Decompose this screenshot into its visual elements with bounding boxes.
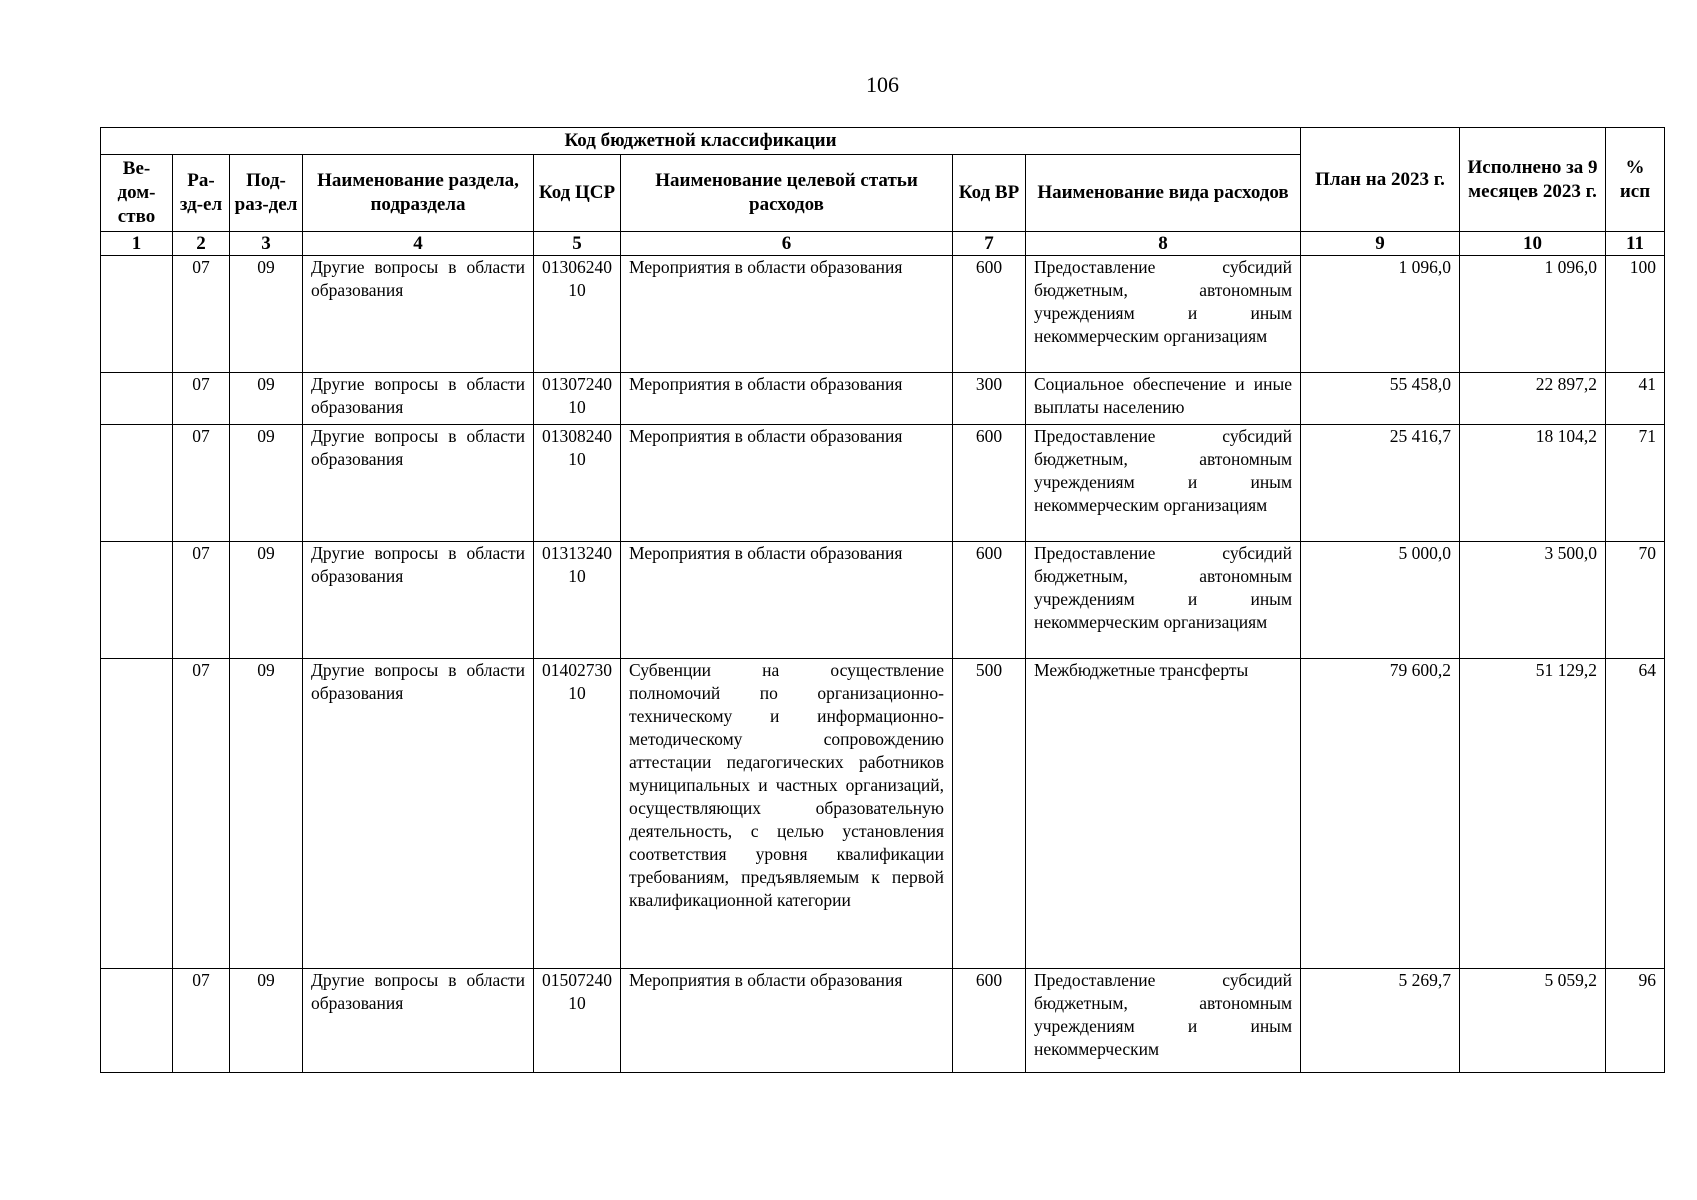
table-row [101, 659, 1665, 969]
cell-razdel-name: Другие вопросы в области образования [303, 425, 534, 542]
cell-razdel: 07 [173, 256, 230, 373]
cell-razdel-name: Другие вопросы в области образования [303, 256, 534, 373]
cell-csr: 0130724010 [534, 373, 621, 425]
header-budget-classification: Код бюджетной классификации [101, 128, 1301, 155]
column-number: 8 [1026, 232, 1301, 256]
cell-vr-name: Социальное обеспечение и иные выплаты населению [1026, 373, 1301, 425]
cell-vedomstvo [101, 373, 173, 425]
cell-vedomstvo [101, 659, 173, 969]
cell-target-name: Мероприятия в области образования [621, 425, 953, 542]
column-number: 10 [1460, 232, 1606, 256]
header-executed: Исполнено за 9 месяцев 2023 г. [1460, 128, 1606, 232]
header-podrazdel: Под-раз-дел [230, 155, 303, 232]
table-row [101, 373, 1665, 425]
cell-plan: 5 269,7 [1301, 969, 1460, 1073]
cell-razdel-name: Другие вопросы в области образования [303, 542, 534, 659]
header-percent: % исп [1606, 128, 1665, 232]
cell-razdel: 07 [173, 425, 230, 542]
cell-target-name: Мероприятия в области образования [621, 373, 953, 425]
cell-executed: 5 059,2 [1460, 969, 1606, 1073]
column-number-row [101, 232, 1665, 256]
column-number: 2 [173, 232, 230, 256]
column-number: 6 [621, 232, 953, 256]
cell-plan: 55 458,0 [1301, 373, 1460, 425]
cell-vr-name: Предоставление субсидий бюджетным, автономным учреждениям и иным некоммерческим [1026, 969, 1301, 1073]
table-row [101, 256, 1665, 373]
cell-podrazdel: 09 [230, 542, 303, 659]
cell-podrazdel: 09 [230, 256, 303, 373]
cell-razdel-name: Другие вопросы в области образования [303, 969, 534, 1073]
cell-vedomstvo [101, 425, 173, 542]
cell-vedomstvo [101, 256, 173, 373]
header-vr: Код ВР [953, 155, 1026, 232]
header-razdel-name: Наименование раздела, подраздела [303, 155, 534, 232]
cell-plan: 79 600,2 [1301, 659, 1460, 969]
cell-executed: 22 897,2 [1460, 373, 1606, 425]
cell-percent: 100 [1606, 256, 1665, 373]
cell-csr: 0131324010 [534, 542, 621, 659]
cell-percent: 70 [1606, 542, 1665, 659]
table-row [101, 425, 1665, 542]
cell-vedomstvo [101, 969, 173, 1073]
column-number: 5 [534, 232, 621, 256]
cell-razdel: 07 [173, 542, 230, 659]
cell-razdel-name: Другие вопросы в области образования [303, 659, 534, 969]
cell-csr: 0150724010 [534, 969, 621, 1073]
cell-executed: 51 129,2 [1460, 659, 1606, 969]
cell-razdel: 07 [173, 659, 230, 969]
cell-percent: 71 [1606, 425, 1665, 542]
cell-target-name: Субвенции на осуществление полномочий по организационно-техническому и информационно-методическому сопровождению аттестации педагогических работников муниципальных и частных организаций, осуществляющих образовательную деятельность, с целью установления соответствия уровня квалификации требованиям, предъявляемым к первой квалификационной категории [621, 659, 953, 969]
cell-vr: 600 [953, 256, 1026, 373]
cell-executed: 18 104,2 [1460, 425, 1606, 542]
cell-razdel-name: Другие вопросы в области образования [303, 373, 534, 425]
cell-vr-name: Предоставление субсидий бюджетным, автономным учреждениям и иным некоммерческим организациям [1026, 542, 1301, 659]
cell-target-name: Мероприятия в области образования [621, 969, 953, 1073]
table-row [101, 542, 1665, 659]
cell-plan: 25 416,7 [1301, 425, 1460, 542]
cell-podrazdel: 09 [230, 425, 303, 542]
column-number: 9 [1301, 232, 1460, 256]
cell-vedomstvo [101, 542, 173, 659]
cell-razdel: 07 [173, 969, 230, 1073]
cell-vr: 600 [953, 542, 1026, 659]
table-row [101, 969, 1665, 1073]
cell-vr: 600 [953, 425, 1026, 542]
cell-podrazdel: 09 [230, 969, 303, 1073]
column-number: 7 [953, 232, 1026, 256]
cell-percent: 64 [1606, 659, 1665, 969]
cell-plan: 5 000,0 [1301, 542, 1460, 659]
column-number: 3 [230, 232, 303, 256]
cell-csr: 0140273010 [534, 659, 621, 969]
cell-podrazdel: 09 [230, 659, 303, 969]
budget-table [100, 127, 1665, 1073]
header-row [101, 128, 1665, 155]
cell-target-name: Мероприятия в области образования [621, 256, 953, 373]
header-plan: План на 2023 г. [1301, 128, 1460, 232]
cell-target-name: Мероприятия в области образования [621, 542, 953, 659]
header-vr-name: Наименование вида расходов [1026, 155, 1301, 232]
cell-csr: 0130624010 [534, 256, 621, 373]
column-number: 1 [101, 232, 173, 256]
cell-vr-name: Межбюджетные трансферты [1026, 659, 1301, 969]
cell-vr: 500 [953, 659, 1026, 969]
cell-vr: 600 [953, 969, 1026, 1073]
cell-executed: 1 096,0 [1460, 256, 1606, 373]
cell-executed: 3 500,0 [1460, 542, 1606, 659]
column-number: 4 [303, 232, 534, 256]
cell-plan: 1 096,0 [1301, 256, 1460, 373]
cell-percent: 41 [1606, 373, 1665, 425]
cell-vr: 300 [953, 373, 1026, 425]
cell-vr-name: Предоставление субсидий бюджетным, автономным учреждениям и иным некоммерческим организациям [1026, 256, 1301, 373]
cell-razdel: 07 [173, 373, 230, 425]
header-target-name: Наименование целевой статьи расходов [621, 155, 953, 232]
page-number: 106 [866, 72, 899, 97]
header-vedomstvo: Ве-дом-ство [101, 155, 173, 232]
header-csr: Код ЦСР [534, 155, 621, 232]
header-razdel: Ра-зд-ел [173, 155, 230, 232]
cell-percent: 96 [1606, 969, 1665, 1073]
cell-podrazdel: 09 [230, 373, 303, 425]
cell-csr: 0130824010 [534, 425, 621, 542]
cell-vr-name: Предоставление субсидий бюджетным, автономным учреждениям и иным некоммерческим организациям [1026, 425, 1301, 542]
column-number: 11 [1606, 232, 1665, 256]
